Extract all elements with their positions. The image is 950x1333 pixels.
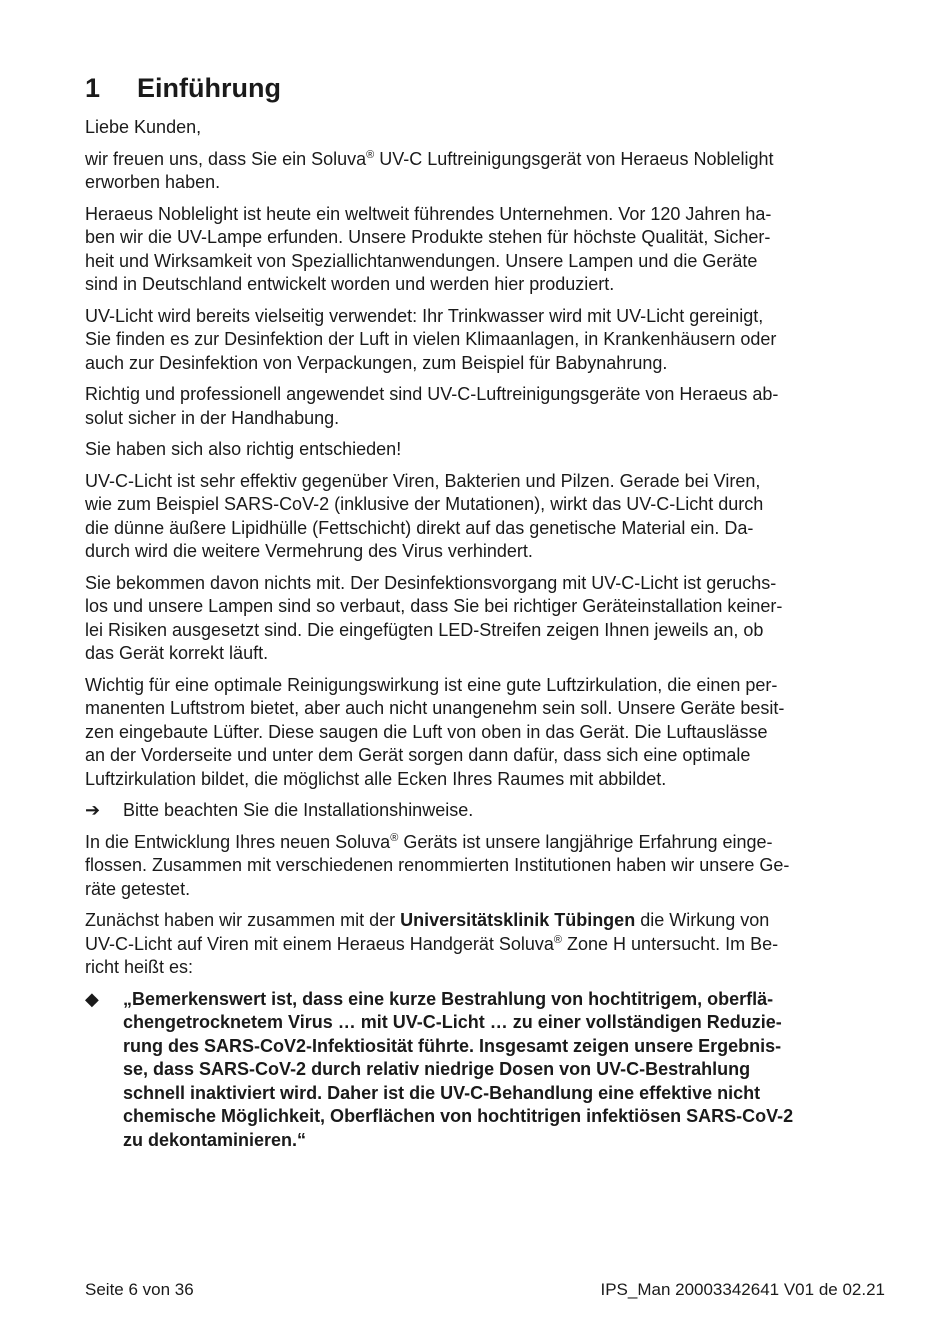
study-quote	[123, 988, 793, 1153]
paragraph-company	[85, 203, 885, 297]
text-line: lei Risiken ausgesetzt sind. Die eingefügten LED-Streifen zeigen Ihnen jeweils an, ob	[85, 619, 764, 640]
text-line: flossen. Zusammen mit verschiedenen renommierten Institutionen haben wir unsere Ge-	[85, 855, 790, 875]
document-page	[85, 70, 885, 1160]
institution-name: Universitätsklinik Tübingen	[400, 910, 636, 930]
registered-mark: ®	[553, 933, 563, 946]
text-run: wir freuen uns, dass Sie ein Soluva	[85, 148, 367, 169]
greeting: Liebe Kunden,	[85, 117, 202, 137]
text-run: die Wirkung von	[635, 910, 770, 930]
text-line: Sie bekommen davon nichts mit. Der Desinfektionsvorgang mit UV-C-Licht ist geruchs-	[85, 572, 777, 593]
instruction-item	[85, 799, 885, 823]
text-line: wie zum Beispiel SARS-CoV-2 (inklusive der Mutationen), wirkt das UV-C-Licht durch	[85, 494, 764, 514]
text-run: Geräts ist unsere langjährige Erfahrung einge-	[398, 831, 773, 852]
page-footer	[85, 1280, 885, 1300]
text-line: solut sicher in der Handhabung.	[85, 407, 340, 428]
text-run: Zone H untersucht. Im Be-	[562, 933, 779, 954]
text-line: erworben haben.	[85, 172, 221, 192]
text-line: auch zur Desinfektion von Verpackungen, zum Beispiel für Babynahrung.	[85, 352, 668, 373]
paragraph-safety	[85, 383, 885, 430]
text-line: chengetrocknetem Virus … mit UV-C-Licht … zu einer vollständigen Reduzie-	[123, 1012, 782, 1032]
text-run: Zunächst haben wir zusammen mit der	[85, 910, 401, 930]
paragraph-operation	[85, 572, 885, 666]
text-line: ben wir die UV-Lampe erfunden. Unsere Produkte stehen für höchste Qualität, Sicher-	[85, 227, 771, 247]
text-line: die dünne äußere Lipidhülle (Fettschicht) direkt auf das genetische Material ein. Da-	[85, 517, 754, 538]
instruction-text: Bitte beachten Sie die Installationshinweise.	[123, 800, 474, 820]
arrow-right-icon: ➔	[85, 800, 101, 820]
text-line: sind in Deutschland entwickelt worden und werden hier produziert.	[85, 274, 615, 294]
section-heading	[85, 70, 885, 106]
text-line: rung des SARS-CoV2-Infektiosität führte. Insgesamt zeigen unsere Ergebnis-	[123, 1035, 782, 1056]
text-line: heit und Wirksamkeit von Speziallichtanwendungen. Unsere Lampen und die Geräte	[85, 250, 758, 271]
text-run: UV-C-Licht auf Viren mit einem Heraeus Handgerät Soluva	[85, 933, 554, 954]
paragraph-uv-usage	[85, 305, 885, 376]
quote-item	[85, 988, 885, 1153]
text-line: „Bemerkenswert ist, dass eine kurze Bestrahlung von hochtitrigem, oberflä-	[123, 988, 774, 1009]
text-line: manenten Luftstrom bietet, aber auch nicht unangenehm sein soll. Unsere Geräte besit-	[85, 698, 785, 718]
text-run: UV-C Luftreinigungsgerät von Heraeus Noblelight	[374, 148, 774, 169]
text-line: Wichtig für eine optimale Reinigungswirkung ist eine gute Luftzirkulation, die einen per-	[85, 674, 778, 695]
text-line: an der Vorderseite und unter dem Gerät sorgen dann dafür, dass sich eine optimale	[85, 745, 751, 765]
text-line: Richtig und professionell angewendet sind UV-C-Luftreinigungsgeräte von Heraeus ab-	[85, 384, 779, 404]
page-number: Seite 6 von 36	[85, 1280, 194, 1299]
text-line: chemische Möglichkeit, Oberflächen von hochtitrigen infektiösen SARS-CoV-2	[123, 1106, 794, 1126]
registered-mark: ®	[390, 831, 399, 844]
paragraph-airflow	[85, 674, 885, 792]
text-line: durch wird die weitere Vermehrung des Virus verhindert.	[85, 541, 533, 561]
text-line: UV-C-Licht ist sehr effektiv gegenüber Viren, Bakterien und Pilzen. Gerade bei Viren,	[85, 470, 761, 491]
paragraph-decision: Sie haben sich also richtig entschieden!	[85, 439, 402, 459]
text-line: richt heißt es:	[85, 957, 194, 977]
registered-mark: ®	[366, 148, 375, 161]
text-line: räte getestet.	[85, 878, 191, 899]
section-title: Einführung	[137, 73, 281, 103]
text-line: zu dekontaminieren.“	[123, 1129, 307, 1150]
text-line: das Gerät korrekt läuft.	[85, 643, 269, 663]
paragraph-intro	[85, 148, 885, 195]
text-line: schnell inaktiviert wird. Daher ist die UV-C-Behandlung eine effektive nicht	[123, 1082, 761, 1103]
text-line: Luftzirkulation bildet, die möglichst alle Ecken Ihres Raumes mit abbildet.	[85, 768, 667, 789]
paragraph-study	[85, 909, 885, 980]
text-line: Sie finden es zur Desinfektion der Luft in vielen Klimaanlagen, in Krankenhäusern oder	[85, 329, 777, 349]
text-line: Heraeus Noblelight ist heute ein weltweit führendes Unternehmen. Vor 120 Jahren ha-	[85, 203, 772, 224]
document-id: IPS_Man 20003342641 V01 de 02.21	[600, 1280, 885, 1299]
diamond-bullet-icon: ◆	[85, 988, 99, 1009]
paragraph-development	[85, 831, 885, 902]
text-run: In die Entwicklung Ihres neuen Soluva	[85, 831, 391, 852]
text-line: se, dass SARS-CoV-2 durch relativ niedrige Dosen von UV-C-Bestrahlung	[123, 1059, 751, 1079]
text-line: los und unsere Lampen sind so verbaut, dass Sie bei richtiger Geräteinstallation keiner-	[85, 596, 783, 616]
paragraph-effectiveness	[85, 470, 885, 564]
text-line: zen eingebaute Lüfter. Diese saugen die Luft von oben in das Gerät. Die Luftauslässe	[85, 721, 768, 742]
text-line: UV-Licht wird bereits vielseitig verwendet: Ihr Trinkwasser wird mit UV-Licht gereinigt,	[85, 305, 764, 326]
section-number: 1	[85, 73, 101, 103]
